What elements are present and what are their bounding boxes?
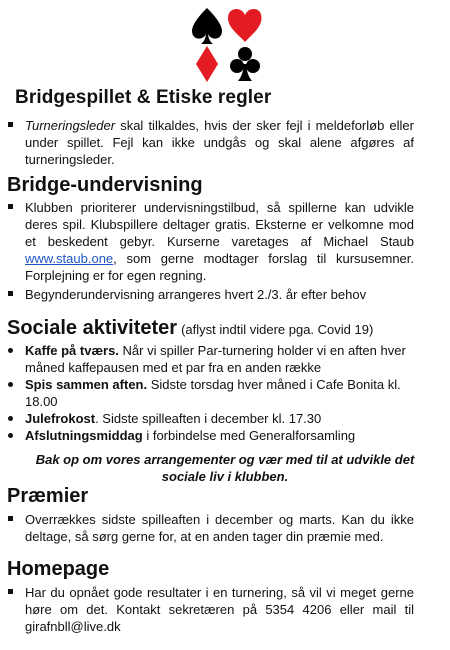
teaching-heading: Bridge-undervisning (7, 174, 203, 196)
bullet (8, 291, 13, 296)
list-item (0, 199, 450, 284)
teaching-text: Klubben prioriterer undervisningstilbud, så spillerne kan udvikle deres spil. Klubspillere deltager gratis. Eksterne er velkomne mod et beskedent gebyr. Kurserne varetages af Michael Staub (25, 200, 414, 249)
list-item (0, 511, 450, 545)
bullet (8, 382, 13, 387)
diamond-icon (196, 46, 218, 82)
prizes-text: Overrækkes sidste spilleaften i december og marts. Kan du ikke deltage, så sørg gerne for, at en anden tager din præmie med. (25, 512, 414, 544)
social-item-title: Julefrokost (25, 411, 96, 426)
bullet (8, 204, 13, 209)
social-heading-text: Sociale aktiviteter (7, 317, 178, 339)
list-item (0, 342, 450, 376)
bullet (8, 433, 13, 438)
list-item (0, 427, 450, 444)
bullet (8, 416, 13, 421)
spade-icon (192, 8, 222, 44)
social-heading (7, 317, 373, 340)
social-item-text: i forbindelse med Generalforsamling (142, 428, 356, 443)
suits-svg (190, 6, 262, 84)
list-item (0, 286, 450, 303)
rules-text: skal tilkaldes, hvis der sker fejl i meldeforløb eller under spillet. Fejl kan ikke undgås og skal alene afgøres af turneringsleder. (25, 118, 414, 167)
list-item (0, 410, 450, 427)
prizes-list (0, 511, 450, 545)
heart-icon (228, 9, 262, 42)
homepage-text: Har du opnået gode resultater i en turnering, så vil vi meget gerne høre om det. Kontakt sekretæren på 5354 4206 eller mail til girafnbll@live.dk (25, 585, 414, 634)
rules-list (0, 117, 450, 168)
list-item (0, 117, 450, 168)
bullet (8, 589, 13, 594)
list-item (0, 376, 450, 410)
social-slogan: Bak op om vores arrangementer og vær med til at udvikle det sociale liv i klubben. (35, 452, 415, 484)
homepage-list (0, 584, 450, 635)
prizes-heading: Præmier (7, 485, 89, 507)
page-title: Bridgespillet & Etiske regler (15, 87, 272, 108)
social-item-title: Afslutningsmiddag (25, 428, 143, 443)
staub-link[interactable]: www.staub.one (25, 251, 114, 266)
teaching-list (0, 199, 450, 303)
rules-italic-term: Turneringsleder (25, 118, 116, 133)
social-item-text: Når vi spiller Par-turnering holder vi en aften hver måned kaffepausen med et par fra en anden række (25, 343, 406, 375)
bullet (8, 348, 13, 353)
social-item-text: Sidste torsdag hver måned i Cafe Bonita kl. 18.00 (25, 377, 401, 409)
social-item-title: Spis sammen aften. (25, 377, 148, 392)
bullet (8, 122, 13, 127)
social-item-text: . Sidste spilleaften i december kl. 17.30 (95, 411, 322, 426)
list-item (0, 584, 450, 635)
social-note: (aflyst indtil videre pga. Covid 19) (181, 322, 374, 337)
bullet (8, 516, 13, 521)
homepage-heading: Homepage (7, 558, 110, 580)
card-suits-logo (190, 6, 262, 84)
social-item-title: Kaffe på tværs. (25, 343, 119, 358)
social-list (0, 342, 450, 444)
teaching-text-after: , som gerne modtager forslag til kursusemner. Forplejning er for egen regning. (25, 251, 414, 283)
club-icon (230, 47, 260, 81)
beginner-text: Begynderundervisning arrangeres hvert 2./3. år efter behov (25, 287, 367, 302)
